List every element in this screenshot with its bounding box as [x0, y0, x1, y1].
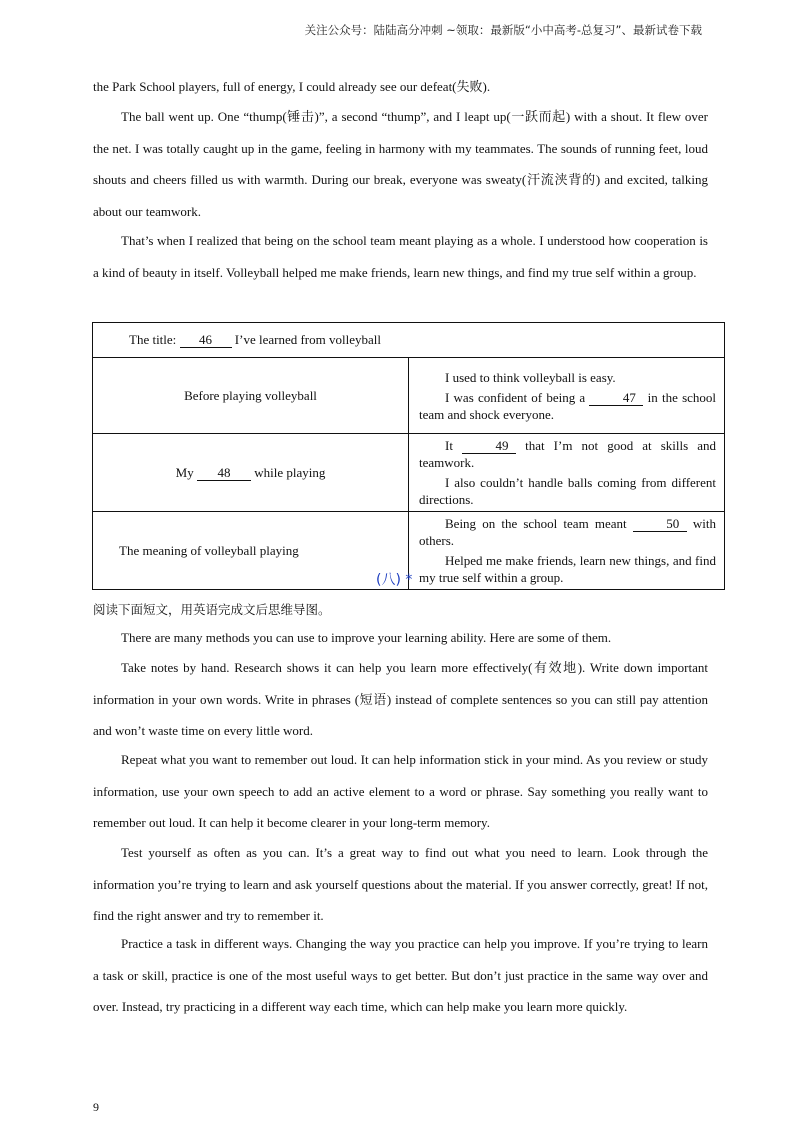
- line-text: It: [445, 438, 453, 453]
- passage-paragraph: Practice a task in different ways. Changing the way you practice can help you improve. If you’re trying to learn a task or skill, practice is one of the most useful ways to get better. But don’t just practice in the same way over and over. Instead, try practicing in a different way each time, which can help make you learn more quickly.: [93, 936, 708, 1014]
- blank-47[interactable]: 47: [589, 391, 643, 406]
- table-row: [93, 358, 725, 434]
- row-line: [419, 515, 716, 549]
- row-content: [409, 512, 725, 590]
- passage-paragraph: That’s when I realized that being on the school team meant playing as a whole. I understood how cooperation is a kind of beauty in itself. Volleyball helped me make friends, learn new things, and find my true self within a group.: [93, 233, 708, 280]
- passage-paragraph: Test yourself as often as you can. It’s a great way to find out what you need to learn. Look through the information you’re trying to learn and ask yourself questions about the material. If you answer correctly, great! If not, find the right answer and try to remember it.: [93, 845, 708, 923]
- passage-paragraph: The ball went up. One “thump(锤击)”, a second “thump”, and I leapt up(一跃而起) with a shout. It flew over the net. I was totally caught up in the game, feeling in harmony with my teammates. The sounds of running feet, loud shouts and cheers filled us with warmth. During our break, everyone was sweaty(汗流浃背的) and excited, talking about our teamwork.: [93, 109, 708, 219]
- row-content: [409, 434, 725, 512]
- table-row: [93, 323, 725, 358]
- passage-paragraph: Repeat what you want to remember out loud. It can help information stick in your mind. As you review or study information, use your own speech to add an active element to a word or phrase. Say something you really want to remember out loud. It can help it become clearer in your long-term memory.: [93, 752, 708, 830]
- blank-49[interactable]: 49: [462, 439, 516, 454]
- line-text: Being on the school team meant: [445, 516, 627, 531]
- label-text: while playing: [254, 464, 326, 480]
- title-suffix: I’ve learned from volleyball: [234, 332, 381, 347]
- table-title-cell: [93, 323, 725, 358]
- row-label: Before playing volleyball: [93, 358, 409, 434]
- passage-paragraph: Take notes by hand. Research shows it can help you learn more effectively(有效地). Write down important information in your own words. Write in phrases (短语) instead of complete sentences so you can still pay attention and won’t waste time on every little word.: [93, 660, 708, 738]
- blank-46[interactable]: 46: [180, 333, 232, 348]
- table-title: [93, 332, 724, 348]
- row-line: Helped me make friends, learn new things, and find my true self within a group.: [419, 553, 716, 585]
- summary-table: [92, 322, 725, 590]
- line-text: I was confident of being a: [445, 389, 586, 405]
- label-text: My: [175, 464, 194, 480]
- section-instruction: 阅读下面短文，用英语完成文后思维导图。: [93, 602, 331, 617]
- row-line: [419, 389, 716, 423]
- row-line: I used to think volleyball is easy.: [445, 369, 616, 385]
- section-heading: (八) *: [376, 572, 413, 588]
- blank-50[interactable]: 50: [633, 517, 687, 532]
- line-text: in the school team and shock everyone.: [419, 389, 717, 422]
- blank-48[interactable]: 48: [197, 466, 251, 481]
- passage-continuation: the Park School players, full of energy, I could already see our defeat(失败).: [93, 79, 491, 94]
- page-header: 关注公众号：陆陆高分冲刺 ~领取：最新版“小中高考-总复习”、最新试卷下载: [304, 23, 702, 37]
- row-line: [419, 437, 716, 471]
- row-label: The meaning of volleyball playing: [93, 512, 409, 590]
- title-prefix: The title:: [129, 332, 177, 347]
- row-line: I also couldn’t handle balls coming from different directions.: [419, 475, 716, 507]
- row-label: [93, 434, 409, 512]
- table-row: [93, 434, 725, 512]
- passage-paragraph: There are many methods you can use to improve your learning ability. Here are some of them.: [121, 630, 612, 645]
- row-content: [409, 358, 725, 434]
- line-text: with others.: [419, 516, 717, 548]
- line-text: that I’m not good at skills and teamwork.: [419, 438, 717, 470]
- page-number: 9: [93, 1100, 99, 1114]
